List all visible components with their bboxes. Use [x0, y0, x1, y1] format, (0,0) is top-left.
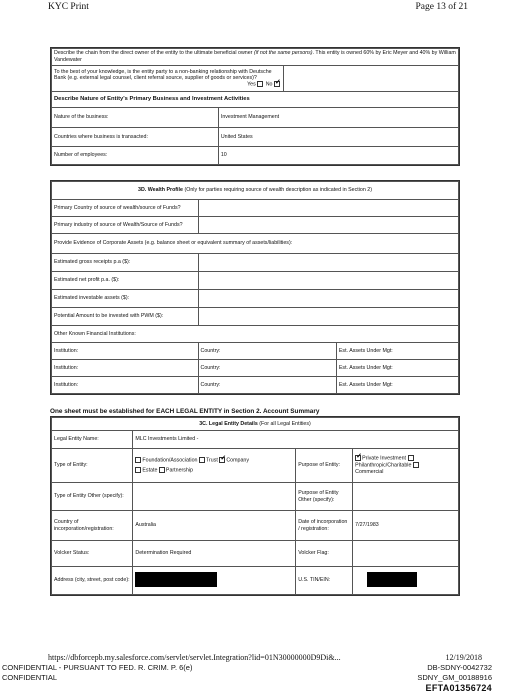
legal-heading: 3C. Legal Entity Details (For all Legal Entities): [52, 418, 459, 431]
country-label: Country:: [198, 377, 336, 394]
investable-value[interactable]: [198, 290, 458, 308]
entity-type-other-value[interactable]: [133, 483, 296, 511]
partnership-checkbox[interactable]: [159, 467, 165, 473]
bates-efta: EFTA01356724: [425, 683, 492, 693]
assets-label: Est. Assets Under Mgt:: [336, 360, 458, 377]
primary-country-label: Primary Country of source of wealth/source of Funds?: [52, 200, 199, 217]
primary-industry-value[interactable]: [198, 217, 458, 234]
address-redaction: [135, 572, 217, 587]
date-inc-value: 7/27/1983: [353, 511, 459, 541]
address-label: Address (city, street, post code):: [52, 567, 133, 595]
private-extra-checkbox[interactable]: [408, 455, 414, 461]
legal-entity-banner: One sheet must be established for EACH LEGAL ENTITY in Section 2. Account Summary: [50, 408, 320, 415]
volcker-flag-label: Volcker Flag:: [296, 541, 353, 567]
chain-row: Describe the chain from the direct owner of the entity to the ultimate beneficial owner (if not the same persons). This entity is owned 60% by Eric Meyer and 40% by William Vandewater: [52, 49, 459, 66]
potential-value[interactable]: [198, 308, 458, 326]
entity-name-label: Legal Entity Name:: [52, 431, 133, 449]
confidential-grand-jury: CONFIDENTIAL - PURSUANT TO FED. R. CRIM. P. 6(e): [2, 663, 193, 672]
investable-label: Estimated investable assets ($):: [52, 290, 199, 308]
no-checkbox[interactable]: [274, 81, 280, 87]
potential-label: Potential Amount to be invested with PWM ($):: [52, 308, 199, 326]
net-label: Estimated net profit p.a. ($):: [52, 272, 199, 290]
entity-type-other-label: Type of Entity Other (specify):: [52, 483, 133, 511]
institution-label: Institution:: [52, 377, 199, 394]
purpose-other-value[interactable]: [353, 483, 459, 511]
gross-value[interactable]: [198, 254, 458, 272]
legal-entity-section: [50, 416, 460, 596]
address-value: [133, 567, 296, 595]
volcker-status-label: Volcker Status:: [52, 541, 133, 567]
countries-value: United States: [218, 128, 458, 147]
date-inc-label: Date of incorporation / registration:: [296, 511, 353, 541]
purpose-other-label: Purpose of Entity Other (specify):: [296, 483, 353, 511]
footer-date: 12/19/2018: [445, 653, 482, 662]
tin-label: U.S. TIN/EIN:: [296, 567, 353, 595]
net-value[interactable]: [198, 272, 458, 290]
other-institutions-label: Other Known Financial Institutions:: [52, 326, 459, 343]
employees-value: 10: [218, 147, 458, 165]
entity-name-value: MLC Investments Limited -: [133, 431, 459, 449]
institution-label: Institution:: [52, 360, 199, 377]
trust-checkbox[interactable]: [199, 457, 205, 463]
country-label: Country:: [198, 343, 336, 360]
non-banking-question: To the best of your knowledge, is the entity party to a non-banking relationship with Deutsche Bank (e.g. external legal counsel, client referral source, supplier of goods or services)? Yes No ✓: [52, 66, 284, 92]
entity-type-label: Type of Entity:: [52, 449, 133, 483]
primary-country-value[interactable]: [198, 200, 458, 217]
primary-industry-label: Primary industry of source of Wealth/Source of Funds?: [52, 217, 199, 234]
company-checkbox[interactable]: [219, 457, 225, 463]
purpose-options: ✓Private Investment Philanthropic/Charitable Commercial: [353, 449, 459, 483]
yes-checkbox[interactable]: [257, 81, 263, 87]
private-investment-checkbox[interactable]: [355, 455, 361, 461]
volcker-status-value: Determination Required: [133, 541, 296, 567]
page-header-right: Page 13 of 21: [415, 2, 468, 12]
tin-redaction: [367, 572, 417, 587]
nature-label: Nature of the business:: [52, 108, 219, 128]
assets-label: Est. Assets Under Mgt:: [336, 377, 458, 394]
country-inc-label: Country of incorporation/registration:: [52, 511, 133, 541]
assets-label: Est. Assets Under Mgt:: [336, 343, 458, 360]
nature-value: Investment Management: [218, 108, 458, 128]
bates-db-sdny: DB-SDNY-0042732: [427, 663, 492, 672]
nature-heading: Describe Nature of Entity's Primary Business and Investment Activities: [52, 92, 459, 108]
footer-url: https://dbforcepb.my.salesforce.com/servlet/servlet.Integration?lid=01N30000000D9Di&...: [48, 653, 341, 662]
evidence-label: Provide Evidence of Corporate Assets (e.g. balance sheet or equivalent summary of assets/liabilities):: [52, 234, 459, 254]
country-inc-value: Australia: [133, 511, 296, 541]
business-section: [50, 47, 460, 166]
foundation-checkbox[interactable]: [135, 457, 141, 463]
estate-checkbox[interactable]: [135, 467, 141, 473]
countries-label: Countries where business is transacted:: [52, 128, 219, 147]
wealth-profile-section: [50, 180, 460, 395]
page-header-left: KYC Print: [48, 2, 89, 12]
confidential-label: CONFIDENTIAL: [2, 673, 58, 682]
purpose-label: Purpose of Entity:: [296, 449, 353, 483]
philanthropic-checkbox[interactable]: [413, 462, 419, 468]
employees-label: Number of employees:: [52, 147, 219, 165]
country-label: Country:: [198, 360, 336, 377]
tin-value: [353, 567, 459, 595]
volcker-flag-value[interactable]: [353, 541, 459, 567]
entity-type-options: Foundation/Association Trust ✓ Company Estate Partnership: [133, 449, 296, 483]
gross-label: Estimated gross receipts p.a ($):: [52, 254, 199, 272]
wealth-heading: 3D. Wealth Profile (Only for parties requiring source of wealth description as indicated in Section 2): [52, 182, 459, 200]
institution-label: Institution:: [52, 343, 199, 360]
bates-sdny-gm: SDNY_GM_00188916: [417, 673, 492, 682]
